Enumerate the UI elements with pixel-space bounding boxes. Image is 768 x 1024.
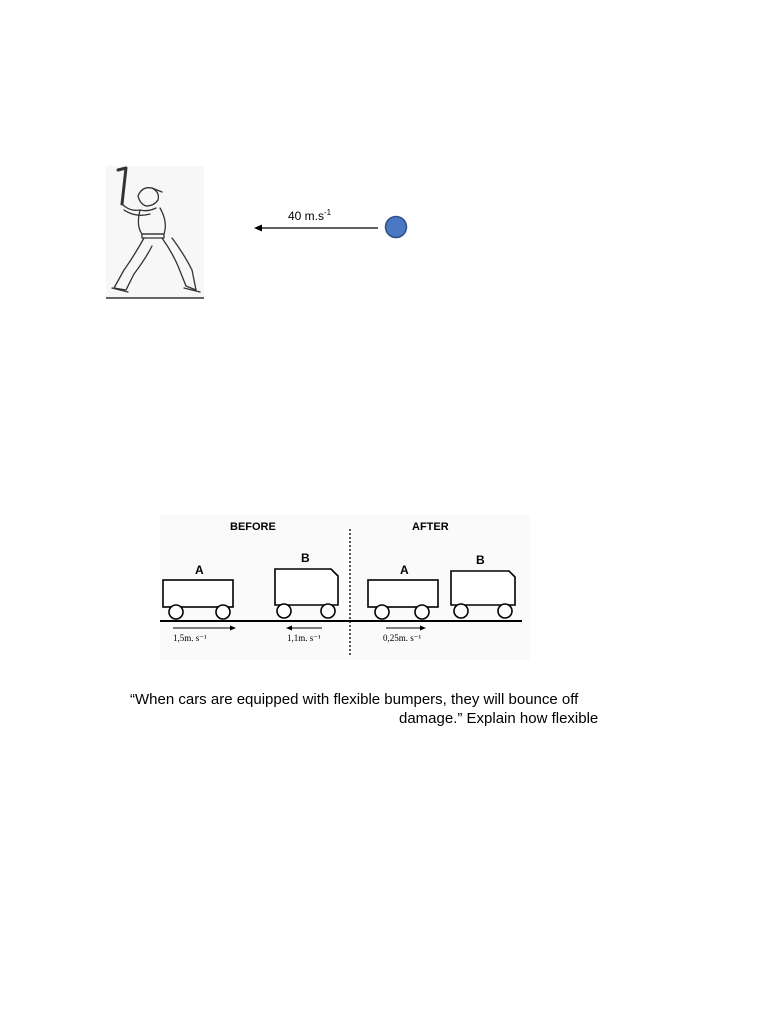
before-cart-a-label: A xyxy=(195,563,204,577)
after-cart-a xyxy=(368,580,438,607)
ball-circle xyxy=(386,217,407,238)
after-cart-b-label: B xyxy=(476,553,485,567)
before-cart-b xyxy=(275,569,338,605)
velocity-exponent: -1 xyxy=(324,208,332,217)
arrowhead-left-icon xyxy=(254,225,262,232)
baseball-batter-image xyxy=(106,166,204,300)
after-heading: AFTER xyxy=(412,521,449,533)
after-cart-b-wheel-1 xyxy=(454,604,468,618)
after-cart-a-label: A xyxy=(400,563,409,577)
velocity-value: 40 m.s xyxy=(288,209,325,223)
after-cart-b xyxy=(451,571,515,605)
collision-diagram xyxy=(160,515,530,660)
velocity-label xyxy=(288,208,331,223)
before-cart-b-wheel-2 xyxy=(321,604,335,618)
question-text-line-1: “When cars are equipped with flexible bumpers, they will bounce off xyxy=(130,691,579,708)
before-cart-b-velocity: 1,1m. s⁻¹ xyxy=(287,633,321,643)
before-cart-a-velocity: 1,5m. s⁻¹ xyxy=(173,633,207,643)
after-cart-b-wheel-2 xyxy=(498,604,512,618)
before-cart-a-wheel-1 xyxy=(169,605,183,619)
after-cart-a-velocity: 0,25m. s⁻¹ xyxy=(383,633,422,643)
after-cart-a-wheel-1 xyxy=(375,605,389,619)
before-cart-a xyxy=(163,580,233,607)
before-cart-a-wheel-2 xyxy=(216,605,230,619)
before-heading: BEFORE xyxy=(230,521,276,533)
before-cart-b-wheel-1 xyxy=(277,604,291,618)
ball-velocity-diagram xyxy=(250,205,420,250)
question-text-line-2: damage.” Explain how flexible xyxy=(399,710,599,727)
before-cart-b-label: B xyxy=(301,551,310,565)
after-cart-a-wheel-2 xyxy=(415,605,429,619)
